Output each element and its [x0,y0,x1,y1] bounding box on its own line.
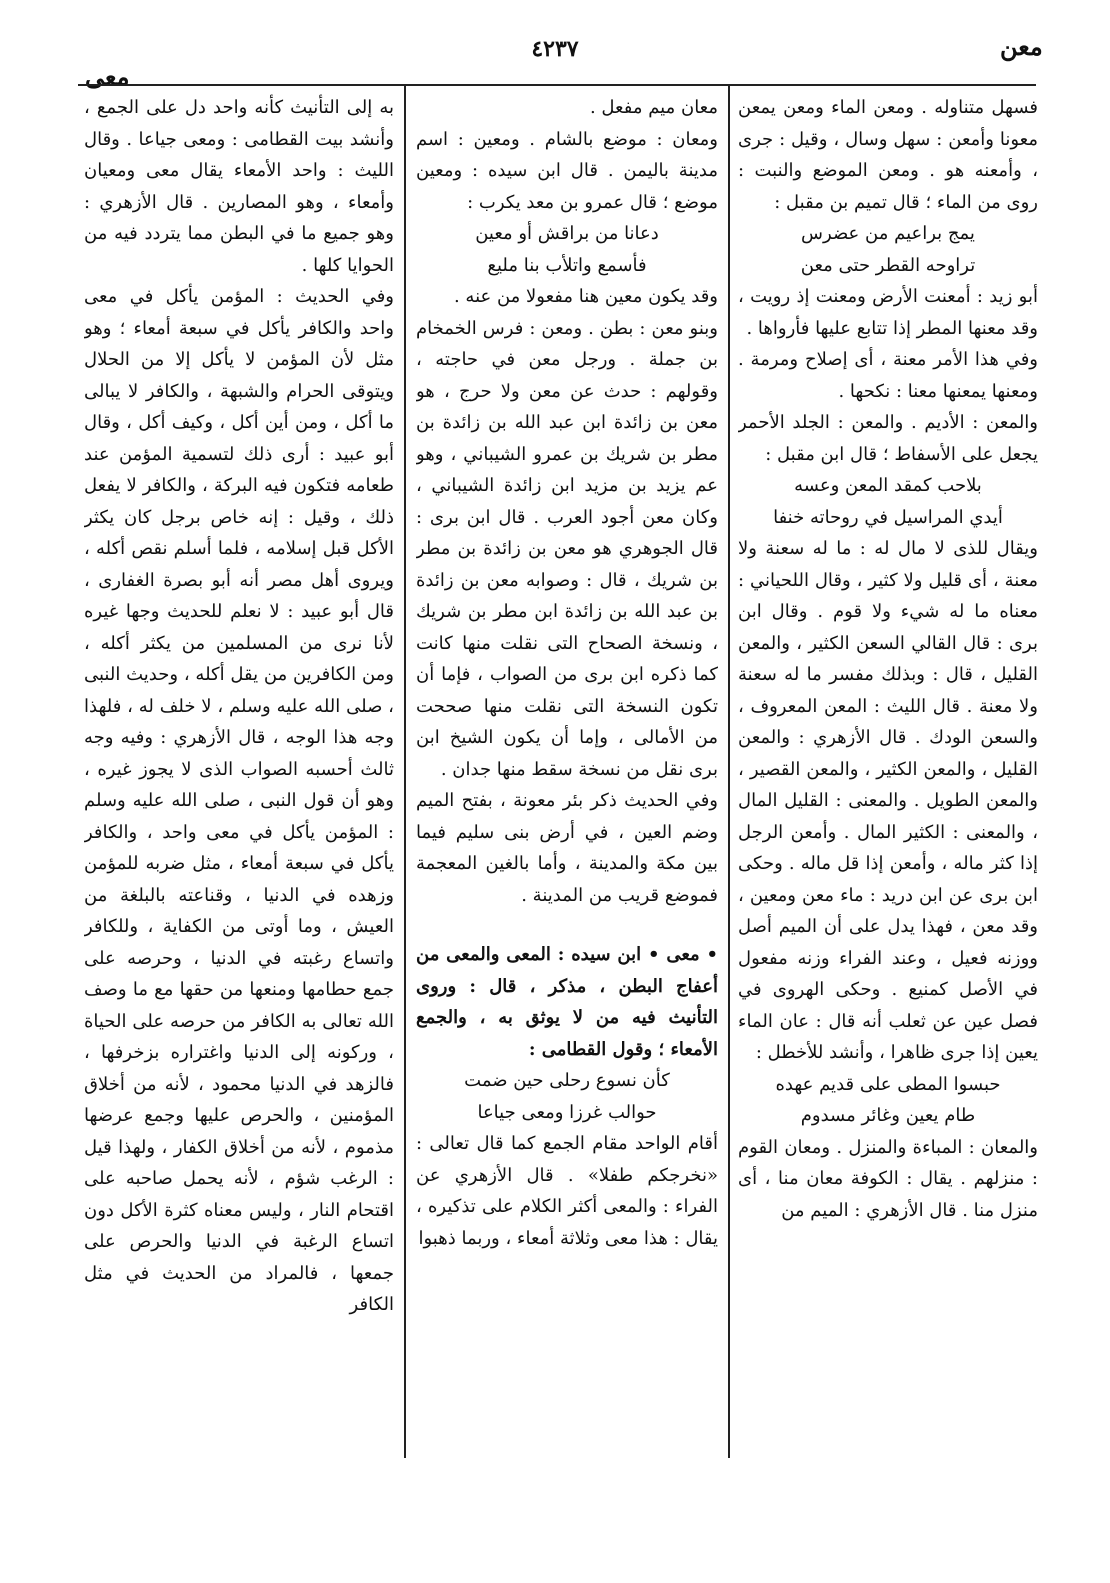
paragraph: وقد يكون معين هنا مفعولا من عنه . [453,286,718,307]
paragraph: والمعان : المباءة والمنزل . ومعان القوم : منزلهم . يقال : الكوفة معان منا ، أى منزل منا . قال الأزهري : الميم من [738,1136,1038,1221]
paragraph: أقام الواحد مقام الجمع كما قال تعالى : «نخرجكم طفلا» . قال الأزهري عن الفراء : والمعى أكثر الكلام على تذكيره ، يقال : هذا معى وثلاثة أمعاء ، وربما ذهبوا [416,1133,718,1249]
verse-line: دعانا من براقش أو معين [475,223,659,244]
verse-line: يمج براعيم من عضرس [801,223,975,244]
running-head-left: معى [85,62,130,91]
paragraph: وفي الحديث ذكر بئر معونة ، بفتح الميم وضم العين ، في أرض بنى سليم فيما بين مكة والمدينة ، وأما بالغين المعجمة فموضع قريب من المدينة . [416,790,718,906]
paragraph: وفي هذا الأمر معنة ، أى إصلاح ومرمة . ومعنها يمعنها معنا : نكحها . [738,349,1038,402]
paragraph: أبو زيد : أمعنت الأرض ومعنت إذ رويت ، وقد معنها المطر إذا تتابع عليها فأرواها . [738,286,1038,339]
text-column-right [738,92,1038,1452]
paragraph: وفي الحديث : المؤمن يأكل في معى واحد والكافر يأكل في سبعة أمعاء ؛ وهو مثل لأن المؤمن لا يأكل إلا من الحلال ويتوقى الحرام والشبهة ، والكافر لا يبالى ما أكل ، ومن أين أكل ، وكيف أكل ، وقال أبو عبيد : أرى ذلك لتسمية المؤمن عند طعامه فتكون فيه البركة ، والكافر لا يفعل ذلك ، وقيل : إنه خاص برجل كان يكثر الأكل قبل إسلامه ، فلما أسلم نقص أكله ، ويروى أهل مصر أنه أبو بصرة الغفارى ، قال أبو عبيد : لا نعلم للحديث وجها غيره لأنا نرى من المسلمين من يكثر أكله ، ومن الكافرين من يقل أكله ، وحديث النبى ، صلى الله عليه وسلم ، لا خلف له ، فلهذا وجه هذا الوجه ، قال الأزهري : وفيه وجه ثالث أحسبه الصواب الذى لا يجوز غيره ، وهو أن قول النبى ، صلى الله عليه وسلم : المؤمن يأكل في معى واحد ، والكافر يأكل في سبعة أمعاء ، مثل ضربه للمؤمن وزهده في الدنيا ، وقناعته بالبلغة من العيش ، وما أوتى من الكفاية ، وللكافر واتساع رغبته في الدنيا ، وحرصه على جمع حطامها ومنعها من حقها مع ما وصف الله تعالى به الكافر من حرصه على الحياة ، وركونه إلى الدنيا واغتراره بزخرفها ، فالزهد في الدنيا محمود ، لأنه من أخلاق المؤمنين ، والحرص عليها وجمع عرضها مذموم ، لأنه من أخلاق الكفار ، ولهذا قيل : الرغب شؤم ، لأنه يحمل صاحبه على اقتحام النار ، وليس معناه كثرة الأكل دون اتساع الرغبة في الدنيا والحرص على جمعها ، فالمراد من الحديث في مثل الكافر [84,286,394,1315]
header-rule [78,84,1036,86]
entry-paragraph: • معى • ابن سيده : المعى والمعى من أعفاج البطن ، مذكر ، قال : وروى التأنيث فيه من لا يوثق به ، والجمع الأمعاء ؛ وقول القطامى : [416,944,718,1060]
entry-gap [416,911,718,939]
text-column-left [84,92,394,1452]
paragraph: فسهل متناوله . ومعن الماء ومعن يمعن معونا وأمعن : سهل وسال ، وقيل : جرى ، وأمعنه هو . ومعن الموضع والنبت : روى من الماء ؛ قال تميم بن مقبل : [738,97,1038,213]
paragraph: ومعان : موضع بالشام . ومعين : اسم مدينة باليمن . قال ابن سيده : ومعين موضع ؛ قال عمرو بن معد يكرب : [416,128,718,213]
column-divider-left [404,86,406,1458]
verse-line: بلاحب كمقد المعن وعسه [794,475,982,496]
paragraph: ويقال للذى لا مال له : ما له سعنة ولا معنة ، أى قليل ولا كثير ، وقال اللحياني : معناه ما له شيء ولا قوم . وقال ابن برى : قال القالي السعن الكثير ، والمعن القليل ، قال : وبذلك مفسر ما له سعنة ولا معنة . قال الليث : المعن المعروف ، والسعن الودك . قال الأزهري : والمعن القليل ، والمعن الكثير ، والمعن القصير ، والمعن الطويل . والمعنى : القليل المال ، والمعنى : الكثير المال . وأمعن الرجل إذا كثر ماله ، وأمعن إذا قل ماله . وحكى ابن برى عن ابن دريد : ماء معن ومعين ، وقد معن ، فهذا يدل على أن الميم أصل ووزنه فعيل ، وعند الفراء وزنه مفعول في الأصل كمنيع . وحكى الهروى في فصل عين عن ثعلب أنه قال : عان الماء يعين إذا جرى ظاهرا ، وأنشد للأخطل : [738,538,1038,1063]
text-column-middle [416,92,718,1452]
column-divider-right [728,86,730,1458]
verse-line: فأسمع واتلأب بنا مليع [487,254,647,276]
running-head-right: معن [1000,32,1043,61]
paragraph: به إلى التأنيث كأنه واحد دل على الجمع ، وأنشد بيت القطامى : ومعى جياعا . وقال الليث : واحد الأمعاء يقال معى ومعيان وأمعاء ، وهو المصارين . قال الأزهري : وهو جميع ما في البطن مما يتردد فيه من الحوايا كلها . [84,97,394,276]
paragraph: والمعن : الأديم . والمعن : الجلد الأحمر يجعل على الأسفاط ؛ قال ابن مقبل : [738,412,1038,465]
verse-line: طام يعين وغائر مسدوم [800,1105,976,1126]
paragraph: معان ميم مفعل . [589,97,718,118]
verse-line: أيدي المراسيل في روحاته خنفا [773,506,1003,528]
verse-line: حبسوا المطى على قديم عهده [775,1073,1001,1095]
verse-line: كأن نسوع رحلى حين ضمت [464,1070,670,1091]
paragraph: وبنو معن : بطن . ومعن : فرس الخمخام بن جملة . ورجل معن في حاجته ، وقولهم : حدث عن معن ولا حرج ، هو معن بن زائدة ابن عبد الله بن زائدة بن مطر بن شريك بن عمرو الشيباني ، وهو عم يزيد بن مزيد ابن زائدة الشيباني ، وكان معن أجود العرب . قال ابن برى : قال الجوهري هو معن بن زائدة بن مطر بن شريك ، قال : وصوابه معن بن زائدة بن عبد الله بن زائدة ابن مطر بن شريك ، ونسخة الصحاح التى نقلت منها كانت كما ذكره ابن برى من الصواب ، فإما أن تكون النسخة التى نقلت منها صححت من الأمالى ، وإما أن يكون الشيخ ابن برى نقل من نسخة سقط منها جدان . [416,317,718,780]
verse-line: حوالب غرزا ومعى جياعا [477,1101,657,1123]
page-number: ٤٢٣٧ [531,36,579,62]
verse-line: تراوحه القطر حتى معن [800,254,976,276]
